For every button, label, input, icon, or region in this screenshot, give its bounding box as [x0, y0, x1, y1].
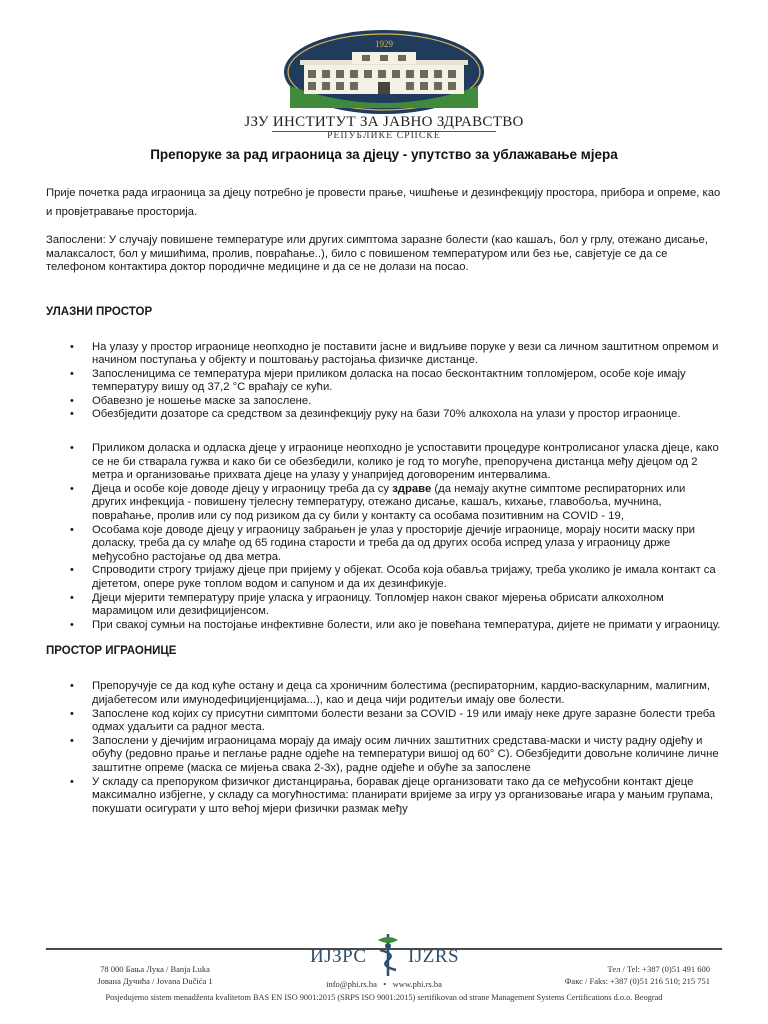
- logo-year: 1929: [375, 39, 393, 49]
- list-item-bold-text: здраве: [392, 482, 432, 495]
- list-item-text: Дјеца и особе које доводе дјецу у играоницу треба да су: [92, 482, 393, 495]
- entrance-list-a: [70, 341, 722, 423]
- list-item: • Препоручује се да код куће остану и деца са хроничним болестима (респираторним, кардио-васкуларним, малигним, дијабетесом или имунодефицијенцијама...), као и деца чији родитељи имају ове болести.: [70, 680, 722, 707]
- footer-logo: [310, 932, 460, 978]
- institute-name: ЈЗУ ИНСТИТУТ ЗА ЈАВНО ЗДРАВСТВО: [244, 114, 524, 130]
- entrance-list-b: [70, 442, 722, 632]
- list-item: • Спроводити строгу тријажу дјеце при пријему у објекат. Особа која обавља тријажу, треба уколико је имала контакт са дјететом, опере руке топлом водом и сапуном и да их дезинфикује.: [70, 564, 722, 591]
- section-heading-playroom: ПРОСТОР ИГРАОНИЦЕ: [46, 645, 177, 658]
- section-heading-entrance: УЛАЗНИ ПРОСТОР: [46, 305, 153, 318]
- footer-certification: Posjedujemo sistem menadženta kvalitetom BAS EN ISO 9001:2015 (SRPS ISO 9001:2015) sertifikovan od strane Management Systems Certifications d.o.o. Beograd: [105, 993, 663, 1002]
- intro-paragraph: Прије почетка рада играоница за дјецу потребно је провести прање, чишћење и дезинфекцију простора, прибора и опреме, као и провјетравање просторија.: [46, 187, 721, 218]
- footer-fax: Факс / Faks: +387 (0)51 216 510; 215 751: [564, 976, 710, 986]
- footer-email-link[interactable]: info@phi.rs.ba: [326, 979, 377, 989]
- footer-logo-latin: IJZRS: [408, 946, 460, 967]
- list-item: • Особама које доводе дјецу у играоницу забрањен је улаз у просторије дјечије играонице, морају носити маску при доласку, треба да су млађе од 65 година старости и треба да од других особа испред улаза у играоницу држе међусобно растојање од два метра.: [70, 524, 722, 565]
- list-item: • У складу са препоруком физичког дистанцирања, боравак дјеце организовати тако да се међусобни контакт дјеце максимално избјегне, у складу са могућностима: планирати вријеме за игру уз организовање игара у мањим групама, покушати осигурати у што већој мјери физички размак међу: [70, 776, 722, 817]
- list-item: • Обавезно је ношење маске за запослене.: [70, 395, 722, 409]
- list-item: • При свакој сумњи на постојање инфективне болести, или ако је повећана температура, дијете не примати у играоницу.: [70, 619, 722, 633]
- list-item: • Дјеци мјерити температуру прије уласка у играоницу. Топломјер након сваког мјерења обрисати алкохолном марамицом или дезифицијенсом.: [70, 592, 722, 619]
- letterhead: [0, 0, 768, 140]
- footer-logo-cyrillic: ИЈЗРС: [310, 946, 367, 967]
- footer-contact: [0, 979, 768, 989]
- employees-paragraph: Запослени: У случају повишене температуре или других симптома заразне болести (као кашаљ, бол у грлу, отежано дисање, малаксалост, бол у мишићима, пролив, повраћање..), било с повишеном температуром или без ње, савјетује се да се телефоном контактира доктор породичне медицине и да се не долази на посао.: [46, 234, 708, 273]
- document-title: Препоруке за рад играоница за дјецу - упутство за ублажавање мјера: [150, 147, 618, 162]
- list-item: [70, 483, 722, 524]
- playroom-list: [70, 680, 722, 816]
- footer-web-link[interactable]: www.phi.rs.ba: [392, 979, 442, 989]
- document-body: [46, 184, 722, 816]
- address-city: 78 000 Бања Лука / Banja Luka: [100, 964, 210, 974]
- list-item: • Запослене код којих су присутни симптоми болести везани за COVID - 19 или имају неке друге заразне болести треба одмах удаљити са радног места.: [70, 708, 722, 735]
- list-item: • Приликом доласка и одласка дјеце у играонице неопходно је успоставити процедуре контролисаног уласка дјеце, како се не би стварала гужва и како би се обезбедили, колико је год то могуће, препоручена дистанца међу дјецом од 2 метра и организовање прихвата дјеце на улазу у унапријед договореним интервалима.: [70, 442, 722, 483]
- footer-tel: Тел / Tel: +387 (0)51 491 600: [607, 964, 710, 974]
- list-item-text: (да немају акутне симптоме респираторних или других инфекција - повишену тјелесну температуру, отежано дисање, кашаљ, кихање, главобоља, мучнина, повраћање, пролив или су под ризиком да су били у контакту са особама позитивним на COVID - 19,: [92, 482, 686, 523]
- list-item: • Запосленицима се температура мјери приликом доласка на посао бесконтактним топломјером, особе које имају температуру вишу од 37,2 °C враћају се кући.: [70, 368, 722, 395]
- institute-building-logo: [282, 28, 486, 116]
- separator-dot-icon: •: [383, 979, 387, 989]
- caduceus-icon: [372, 932, 404, 978]
- list-item: • На улазу у простор играонице неопходно је поставити јасне и видљиве поруке у вези са личном заштитном опремом и начином поступања у објекту и поштовању растојања физичке дистанце.: [70, 341, 722, 368]
- list-item: • Обезбједити дозаторе са средством за дезинфекцију руку на бази 70% алкохола на улази у простор играонице.: [70, 408, 722, 422]
- institute-subtitle: РЕПУБЛИКЕ СРПСКЕ: [327, 131, 441, 141]
- list-item: • Запослени у дјечијим играоницама морају да имају осим личних заштитних средстава-маски и чисту радну одјећу и обућу (редовно прање и пеглање радне одјеће на температури вишој од 60° C). Обезбједити довољне количине личне заштитне опреме (маска се мијења свака 2-3х), радне одјеће и обуће за запослене: [70, 735, 722, 776]
- address-street: Јована Дучића / Jovana Dučića 1: [97, 976, 213, 986]
